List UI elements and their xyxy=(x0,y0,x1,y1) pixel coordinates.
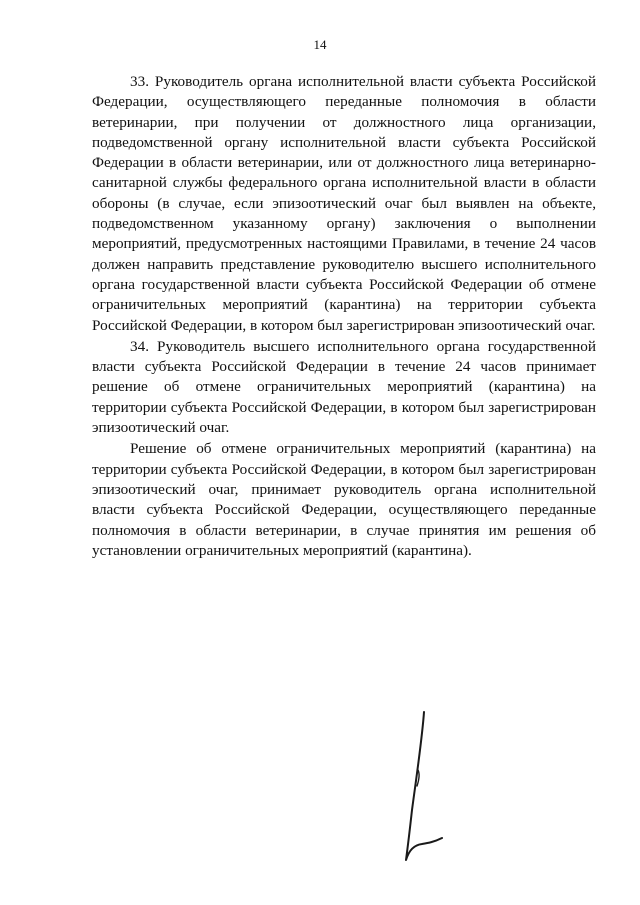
paragraph-decision: Решение об отмене ограничительных мероприятий (карантина) на территории субъекта Российской Федерации, в котором был зарегистрирован эпизоотический очаг, принимает руководитель органа исполнительной власти субъекта Российской Федерации, осуществляющего переданные полномочия в области ветеринарии, в случае принятия им решения об установлении ограничительных мероприятий (карантина). xyxy=(92,440,596,559)
page-number: 14 xyxy=(313,37,327,52)
signature xyxy=(398,710,448,870)
paragraph-33: 33. Руководитель органа исполнительной власти субъекта Российской Федерации, осуществляющего переданные полномочия в области ветеринарии, при получении от должностного лица организации, подведомственной органу исполнительной власти субъекта Российской Федерации в области ветеринарии, или от должностного лица ветеринарно-санитарной службы федерального органа исполнительной власти в области обороны (в случае, если эпизоотический очаг был выявлен на объекте, подведомственном указанному органу) заключения о выполнении мероприятий, предусмотренных настоящими Правилами, в течение 24 часов должен направить представление руководителю высшего исполнительного органа государственной власти субъекта Российской Федерации об отмене ограничительных мероприятий (карантина) на территории субъекта Российской Федерации, в котором был зарегистрирован эпизоотический очаг. xyxy=(92,73,596,334)
document-body xyxy=(92,72,596,561)
paragraph-34: 34. Руководитель высшего исполнительного органа государственной власти субъекта Российской Федерации в течение 24 часов принимает решение об отмене ограничительных мероприятий (карантина) на территории субъекта Российской Федерации, в котором был зарегистрирован эпизоотический очаг. xyxy=(92,337,596,437)
